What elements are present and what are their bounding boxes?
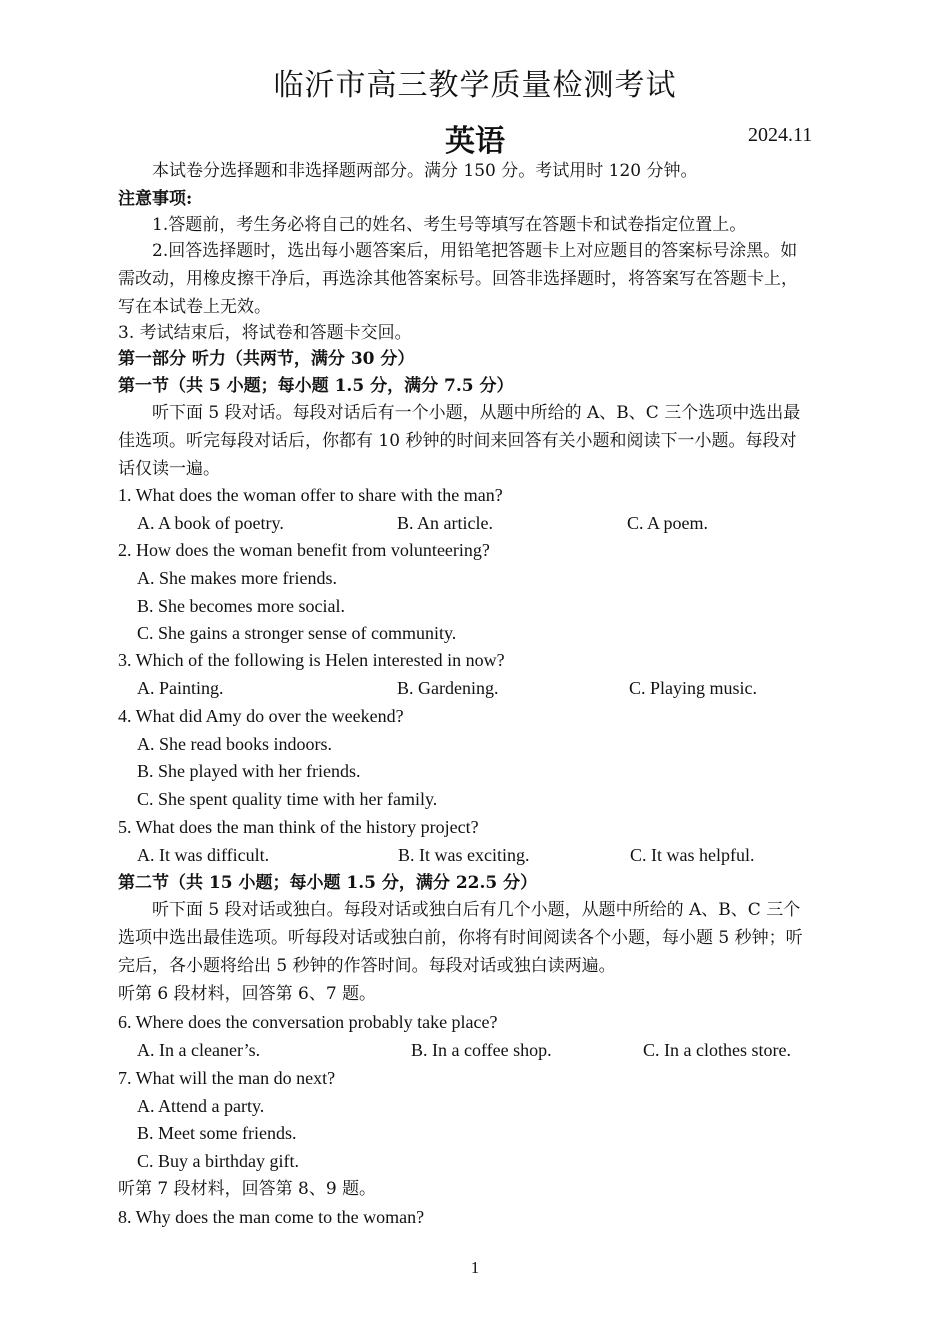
q1-option-b: B. An article. (397, 513, 493, 533)
question-1: 1. What does the woman offer to share with the man? (118, 485, 503, 505)
question-4: 4. What did Amy do over the weekend? (118, 706, 404, 726)
section1-instr-line-3: 话仅读一遍。 (118, 459, 220, 479)
exam-date: 2024.11 (748, 124, 813, 146)
q5-option-b: B. It was exciting. (398, 845, 530, 865)
section2-instr-line-3: 完后，各小题将给出 5 秒钟的作答时间。每段对话或独白读两遍。 (118, 956, 616, 976)
note-item-2-line-2: 需改动，用橡皮擦干净后，再选涂其他答案标号。回答非选择题时，将答案写在答题卡上， (118, 269, 798, 289)
q4-option-c: C. She spent quality time with her family. (137, 789, 438, 809)
note-item-1: 1.答题前，考生务必将自己的姓名、考生号等填写在答题卡和试卷指定位置上。 (152, 215, 747, 235)
q3-option-c: C. Playing music. (629, 678, 758, 698)
page-number: 1 (470, 1258, 480, 1277)
exam-title: 临沂市高三教学质量检测考试 (273, 68, 677, 103)
section1-instr-line-1: 听下面 5 段对话。每段对话后有一个小题，从题中所给的 A、B、C 三个选项中选出最 (152, 403, 801, 423)
subject-title: 英语 (445, 124, 505, 159)
question-3: 3. Which of the following is Helen interested in now? (118, 650, 505, 670)
question-2: 2. How does the woman benefit from volunteering? (118, 540, 490, 560)
section1-heading: 第一节（共 5 小题；每小题 1.5 分，满分 7.5 分） (118, 376, 514, 396)
note-item-2-line-3: 写在本试卷上无效。 (118, 297, 271, 317)
q3-option-b: B. Gardening. (397, 678, 499, 698)
q7-option-b: B. Meet some friends. (137, 1123, 297, 1143)
q6-option-b: B. In a coffee shop. (411, 1040, 552, 1060)
q7-option-a: A. Attend a party. (137, 1096, 265, 1116)
question-5: 5. What does the man think of the history project? (118, 817, 479, 837)
q2-option-c: C. She gains a stronger sense of community. (137, 623, 457, 643)
q5-option-c: C. It was helpful. (630, 845, 755, 865)
section2-instr-line-2: 选项中选出最佳选项。听每段对话或独白前，你将有时间阅读各个小题，每小题 5 秒钟；听 (118, 928, 803, 948)
notes-heading: 注意事项: (118, 189, 193, 209)
section2-heading: 第二节（共 15 小题；每小题 1.5 分，满分 22.5 分） (118, 873, 538, 893)
q4-option-b: B. She played with her friends. (137, 761, 361, 781)
q2-option-a: A. She makes more friends. (137, 568, 337, 588)
q3-option-a: A. Painting. (137, 678, 224, 698)
material-7-instruction: 听第 7 段材料，回答第 8、9 题。 (118, 1179, 377, 1199)
section1-instr-line-2: 佳选项。听完每段对话后，你都有 10 秒钟的时间来回答有关小题和阅读下一小题。每段对 (118, 431, 797, 451)
q2-option-b: B. She becomes more social. (137, 596, 345, 616)
note-item-3: 3. 考试结束后，将试卷和答题卡交回。 (118, 323, 412, 343)
note-item-2-line-1: 2.回答选择题时，选出每小题答案后，用铅笔把答题卡上对应题目的答案标号涂黑。如 (152, 241, 798, 261)
material-6-instruction: 听第 6 段材料，回答第 6、7 题。 (118, 984, 377, 1004)
q7-option-c: C. Buy a birthday gift. (137, 1151, 299, 1171)
question-8: 8. Why does the man come to the woman? (118, 1207, 425, 1227)
q1-option-c: C. A poem. (627, 513, 709, 533)
section2-instr-line-1: 听下面 5 段对话或独白。每段对话或独白后有几个小题，从题中所给的 A、B、C 三个 (152, 900, 801, 920)
q6-option-c: C. In a clothes store. (643, 1040, 791, 1060)
q4-option-a: A. She read books indoors. (137, 734, 332, 754)
intro-text: 本试卷分选择题和非选择题两部分。满分 150 分。考试用时 120 分钟。 (152, 161, 698, 181)
question-6: 6. Where does the conversation probably take place? (118, 1012, 498, 1032)
q1-option-a: A. A book of poetry. (137, 513, 284, 533)
q6-option-a: A. In a cleaner’s. (137, 1040, 261, 1060)
part1-heading: 第一部分 听力（共两节，满分 30 分） (118, 349, 415, 369)
question-7: 7. What will the man do next? (118, 1068, 336, 1088)
q5-option-a: A. It was difficult. (137, 845, 270, 865)
